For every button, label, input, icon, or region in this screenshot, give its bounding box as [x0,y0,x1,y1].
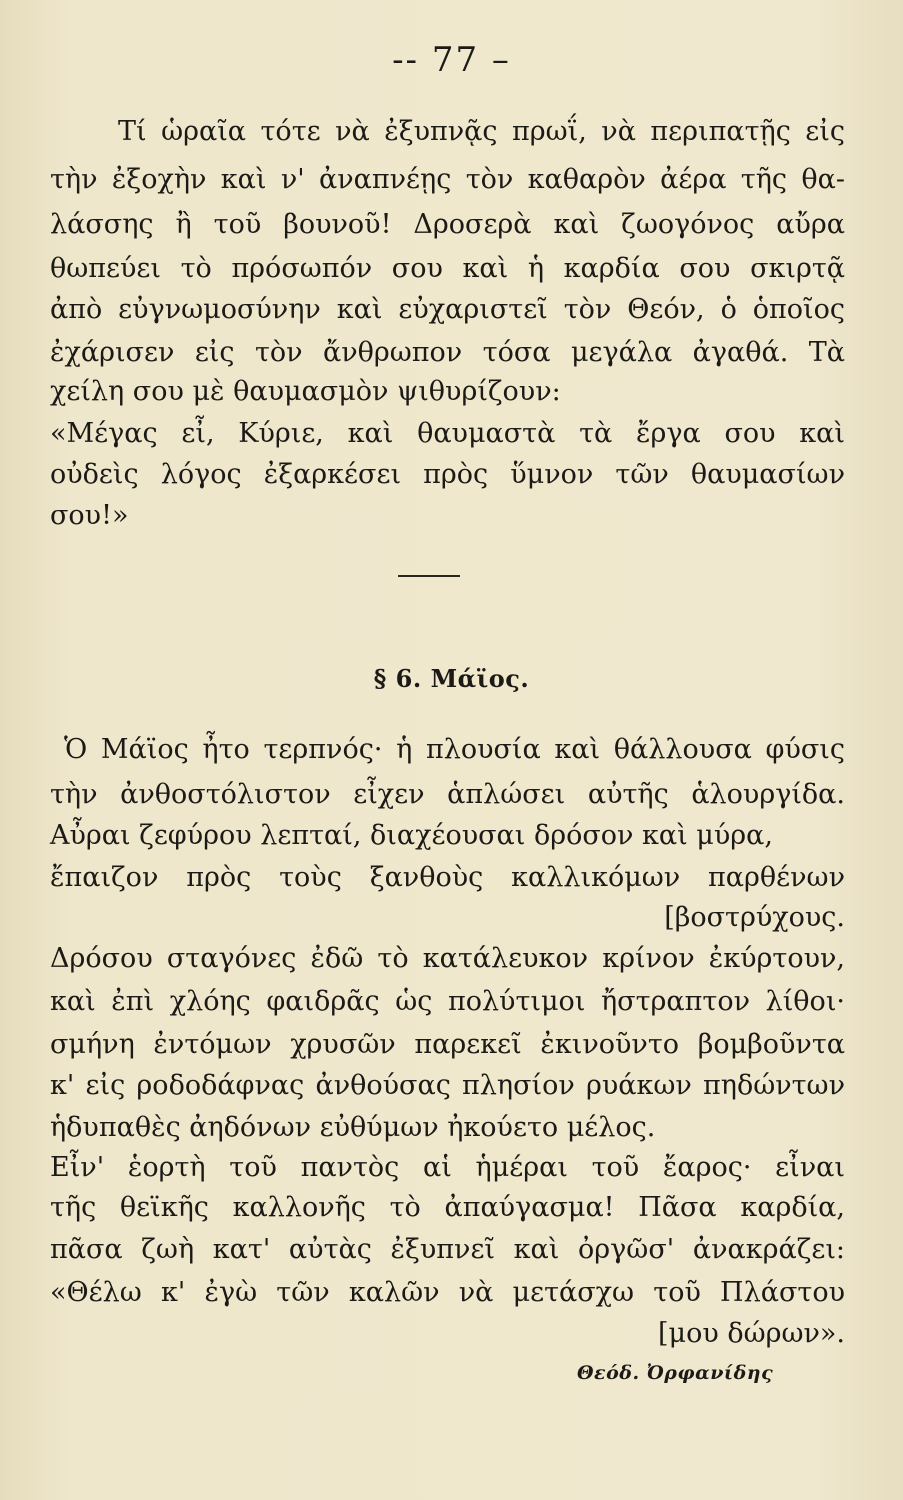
poem-line: [βοστρύχους. [664,902,845,933]
poem-line: σμήνη ἐντόμων χρυσῶν παρεκεῖ ἐκινοῦντο βομβοῦντα [50,1029,845,1060]
poem-line: ἔπαιζον πρὸς τοὺς ξανθοὺς καλλικόμων παρθένων [50,862,845,893]
poem-line: Αὖραι ζεφύρου λεπταί, διαχέουσαι δρόσον καὶ μύρα, [50,820,773,851]
text-line: τὴν ἐξοχὴν καὶ ν' ἀναπνέῃς τὸν καθαρὸν ἀέρα τῆς θα- [50,164,845,195]
text-line: θωπεύει τὸ πρόσωπόν σου καὶ ἡ καρδία σου σκιρτᾷ [50,253,845,284]
poem-line: [μου δώρων». [657,1318,845,1349]
poem-line: Εἶν' ἑορτὴ τοῦ παντὸς αἱ ἡμέραι τοῦ ἔαρος· εἶναι [50,1152,845,1183]
text-line: Τί ὡραῖα τότε νὰ ἐξυπνᾷς πρωΐ, νὰ περιπατῇς εἰς [118,116,845,147]
divider-rule [398,575,460,577]
text-line: λάσσης ἢ τοῦ βουνοῦ! Δροσερὰ καὶ ζωογόνος αὔρα [50,209,845,240]
poem-line: Ὁ Μάϊος ἦτο τερπνός· ἡ πλουσία καὶ θάλλουσα φύσις [64,734,845,765]
text-line: οὐδεὶς λόγος ἐξαρκέσει πρὸς ὕμνον τῶν θαυμασίων [50,459,845,490]
poem-line: κ' εἰς ροδοδάφνας ἀνθούσας πλησίον ρυάκων πηδώντων [50,1070,845,1101]
text-line: «Μέγας εἶ, Κύριε, καὶ θαυμαστὰ τὰ ἔργα σου καὶ [50,418,845,449]
text-line: χείλη σου μὲ θαυμασμὸν ψιθυρίζουν: [50,376,561,407]
poem-line: καὶ ἐπὶ χλόης φαιδρᾶς ὡς πολύτιμοι ἤστραπτον λίθοι· [50,986,845,1017]
section-heading: § 6. Μάϊος. [373,664,530,693]
poem-line: τῆς θεϊκῆς καλλονῆς τὸ ἀπαύγασμα! Πᾶσα καρδία, [50,1192,845,1223]
text-line: ἐχάρισεν εἰς τὸν ἄνθρωπον τόσα μεγάλα ἀγαθά. Τὰ [50,337,845,368]
poem-line: ἡδυπαθὲς ἀηδόνων εὐθύμων ἠκούετο μέλος. [50,1112,656,1143]
author-signature: Θεόδ. Ὀρφανίδης [577,1362,774,1384]
poem-line: τὴν ἀνθοστόλιστον εἶχεν ἁπλώσει αὐτῆς ἁλουργίδα. [50,779,845,810]
text-line: ἀπὸ εὐγνωμοσύνην καὶ εὐχαριστεῖ τὸν Θεόν, ὁ ὁποῖος [50,294,845,325]
poem-line: «Θέλω κ' ἐγὼ τῶν καλῶν νὰ μετάσχω τοῦ Πλάστου [50,1277,845,1308]
poem-line: Δρόσου σταγόνες ἐδῶ τὸ κατάλευκον κρίνον ἐκύρτουν, [50,943,845,974]
text-line: σου!» [50,500,129,531]
poem-line: πᾶσα ζωὴ κατ' αὐτὰς ἐξυπνεῖ καὶ ὀργῶσ' ἀνακράζει: [50,1234,845,1265]
page-number: -- 77 – [392,40,511,80]
